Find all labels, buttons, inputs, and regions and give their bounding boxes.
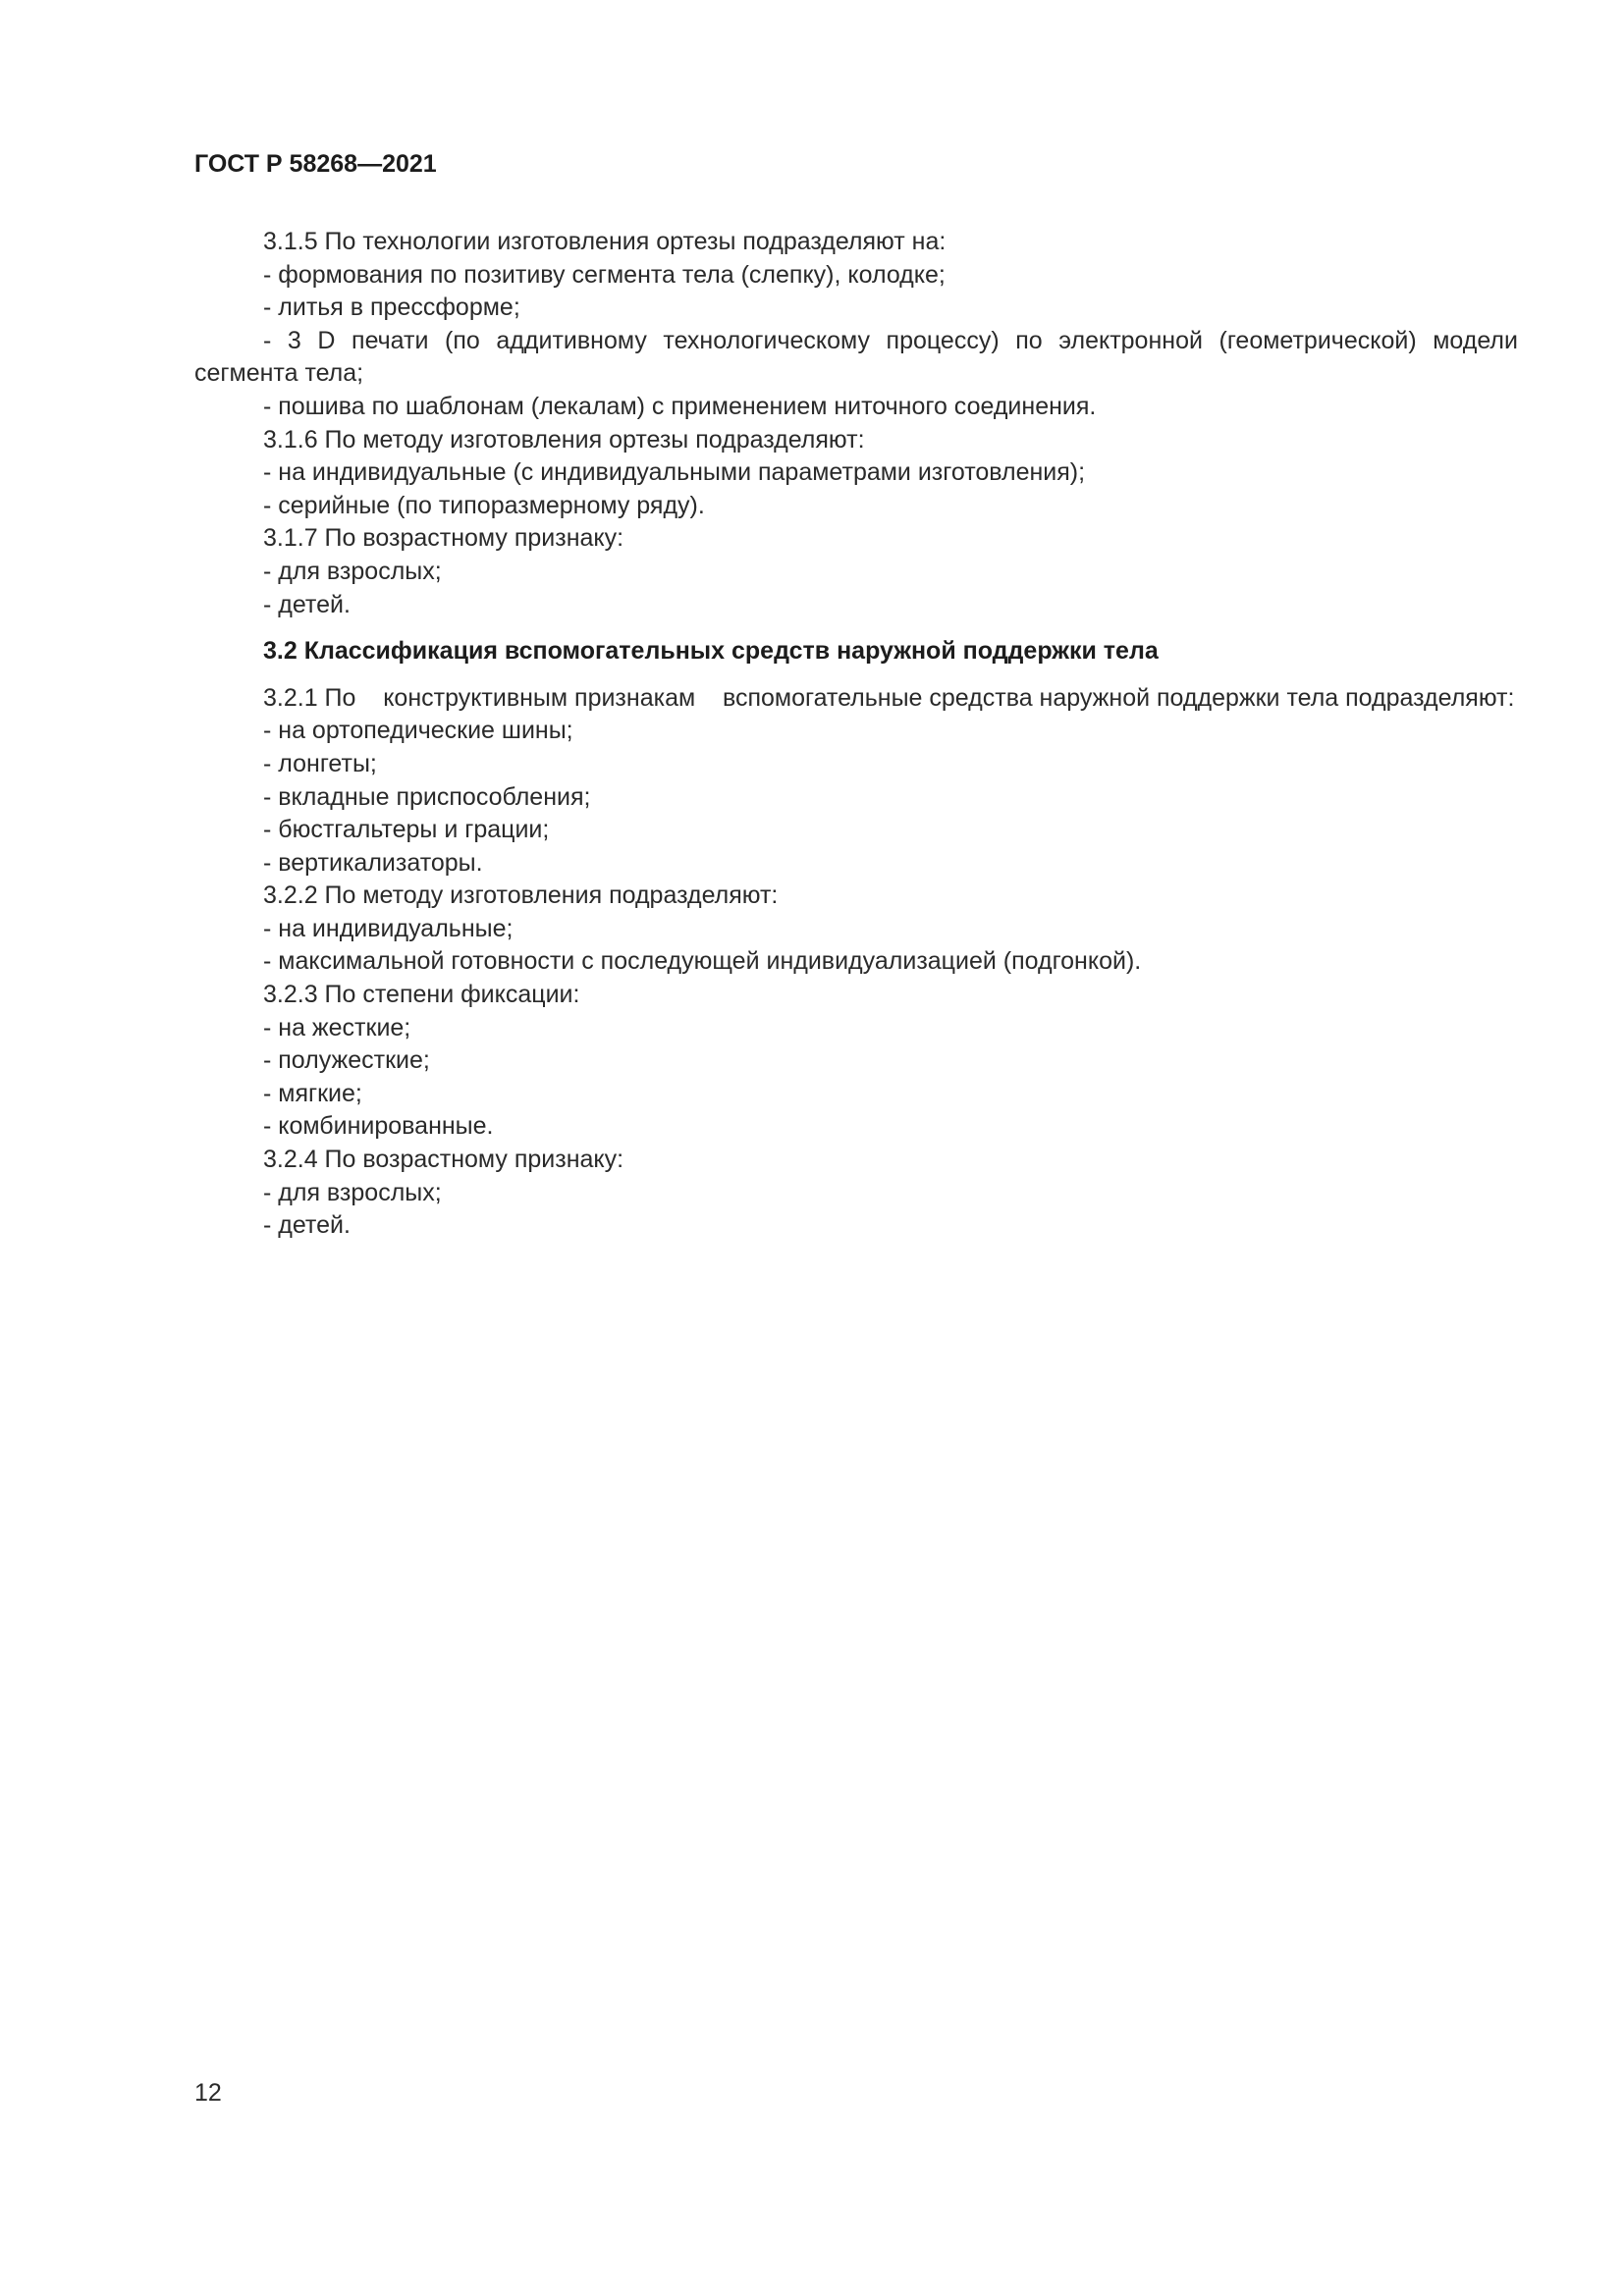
list-item: - детей.	[263, 590, 351, 618]
list-item: - максимальной готовности с последующей индивидуализацией (подгонкой).	[263, 947, 1142, 976]
clause-3-2-1: 3.2.1 По конструктивным признакам вспомогательные средства наружной поддержки тела подразделяют:	[263, 683, 1515, 712]
document-code-header: ГОСТ Р 58268—2021	[194, 150, 437, 178]
list-item: - мягкие;	[263, 1079, 362, 1107]
list-item: - для взрослых;	[263, 557, 442, 585]
section-heading-3-2: 3.2 Классификация вспомогательных средств наружной поддержки тела	[263, 637, 1159, 666]
list-item: - комбинированные.	[263, 1112, 494, 1141]
list-item: - вкладные приспособления;	[263, 782, 591, 811]
list-item: - бюстгальтеры и грации;	[263, 816, 550, 844]
list-item: - лонгеты;	[263, 749, 377, 777]
document-body	[194, 226, 1518, 1243]
list-item: - на ортопедические шины;	[263, 717, 573, 745]
list-item: - на жесткие;	[263, 1013, 411, 1041]
list-item: - серийные (по типоразмерному ряду).	[263, 491, 705, 519]
clause-3-1-5: 3.1.5 По технологии изготовления ортезы подразделяют на:	[263, 228, 947, 255]
list-item: - пошива по шаблонам (лекалам) с применением ниточного соединения.	[263, 392, 1097, 420]
clause-3-2-2: 3.2.2 По методу изготовления подразделяют:	[263, 881, 779, 910]
list-item: - на индивидуальные (с индивидуальными параметрами изготовления);	[263, 458, 1086, 487]
clause-3-1-7: 3.1.7 По возрастному признаку:	[263, 524, 624, 553]
list-item: - формования по позитиву сегмента тела (слепку), колодке;	[263, 260, 946, 289]
list-item: - детей.	[263, 1211, 351, 1240]
clause-3-1-6: 3.1.6 По методу изготовления ортезы подразделяют:	[263, 425, 865, 454]
page-number: 12	[194, 2079, 222, 2107]
list-item: - литья в прессформе;	[263, 294, 520, 322]
clause-3-2-4: 3.2.4 По возрастному признаку:	[263, 1146, 624, 1174]
list-item-3d-printing: - 3 D печати (по аддитивному технологическому процессу) по электронной (геометрической) модели сегмента тела;	[194, 326, 1518, 388]
clause-3-2-3: 3.2.3 По степени фиксации:	[263, 981, 580, 1009]
list-item: - для взрослых;	[263, 1178, 442, 1206]
list-item: - вертикализаторы.	[263, 848, 483, 877]
list-item: - на индивидуальные;	[263, 914, 514, 942]
list-item: - полужесткие;	[263, 1046, 430, 1075]
